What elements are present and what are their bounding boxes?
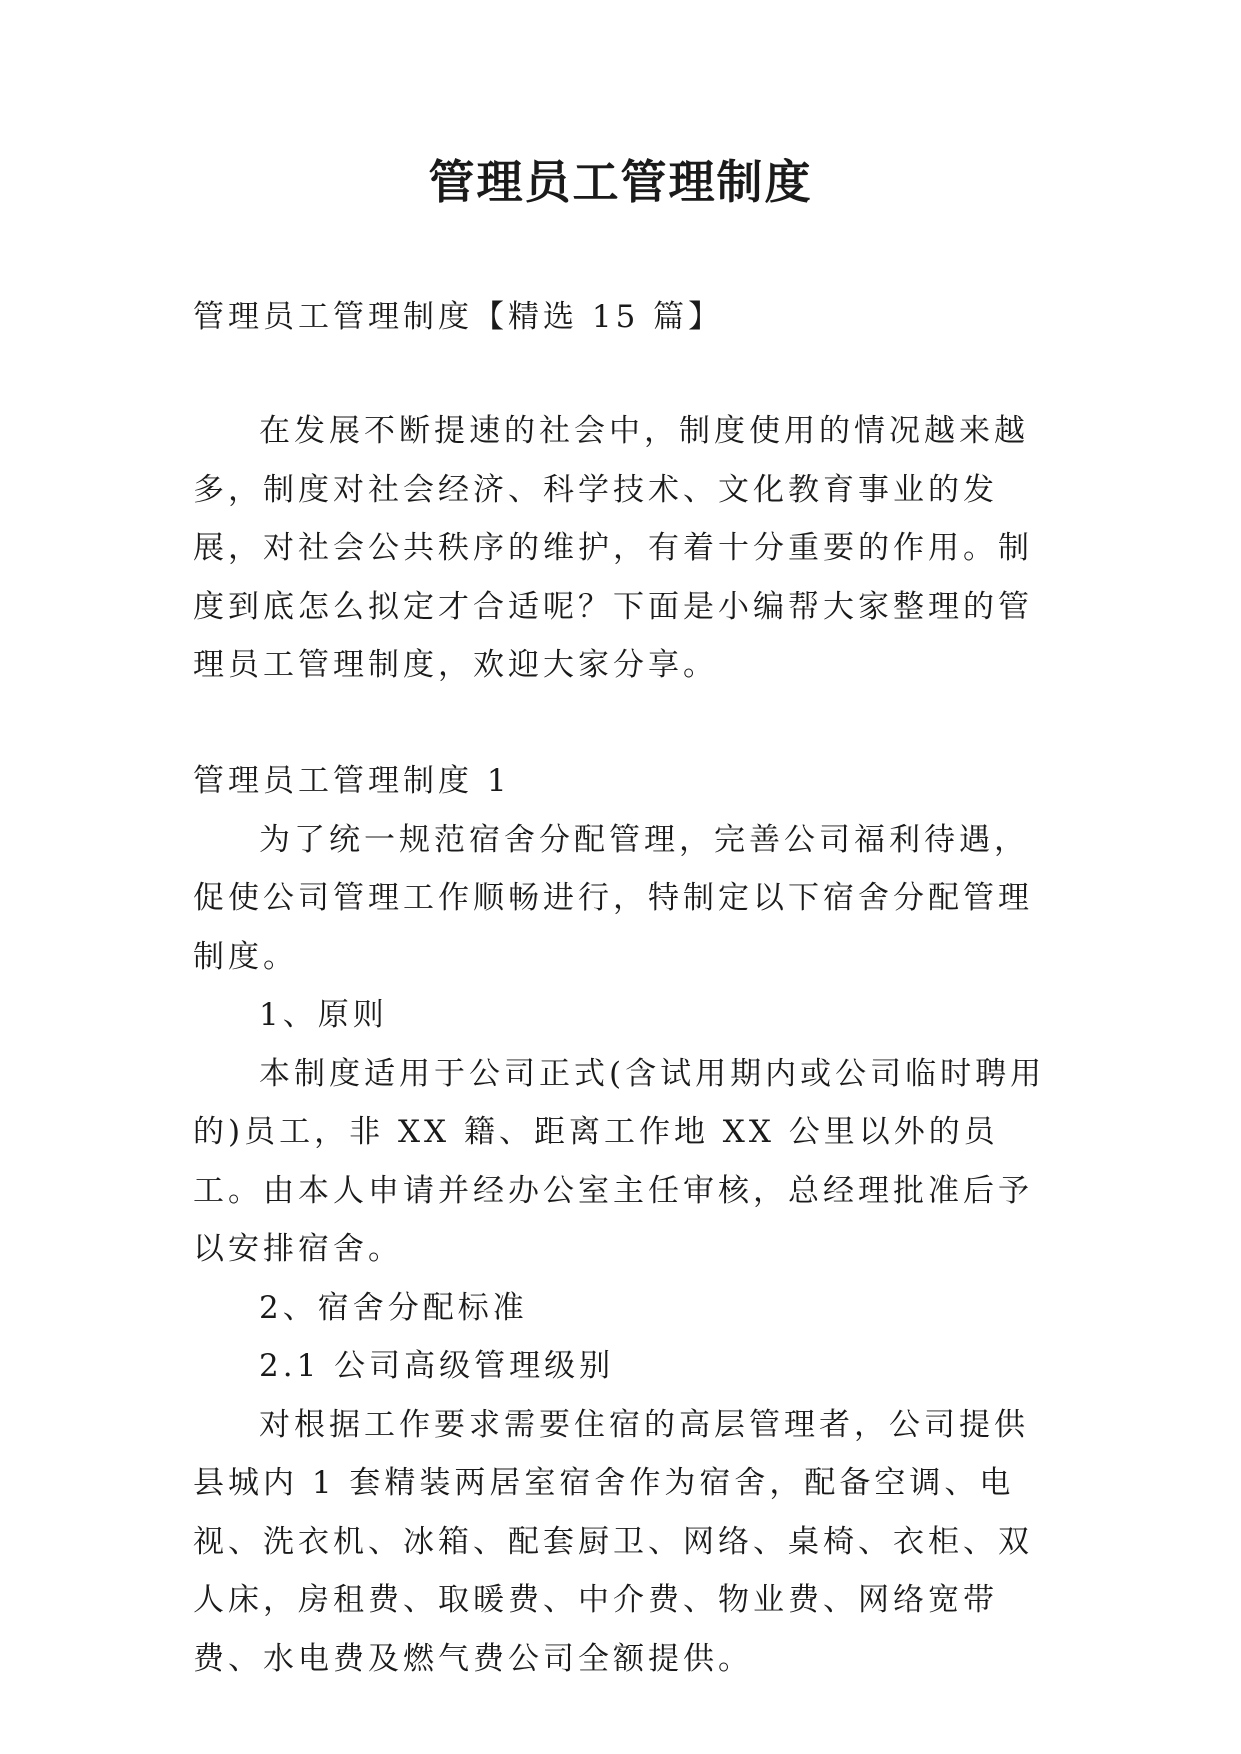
section-1-heading: 管理员工管理制度 1	[193, 763, 511, 799]
item-2-1-text: 对根据工作要求需要住宿的高层管理者，公司提供县城内 1 套精装两居室宿舍作为宿舍，配备空调、电视、洗衣机、冰箱、配套厨卫、网络、桌椅、衣柜、双人床，房租费、取暖费、中介费、物业费、网络宽带费、水电费及燃气费公司全额提供。	[193, 1406, 1033, 1677]
section-1-purpose: 为了统一规范宿舍分配管理，完善公司福利待遇，促使公司管理工作顺畅进行，特制定以下宿舍分配管理制度。	[193, 821, 1033, 975]
item-1-text: 本制度适用于公司正式(含试用期内或公司临时聘用的)员工，非 XX 籍、距离工作地 XX 公里以外的员工。由本人申请并经办公室主任审核，总经理批准后予以安排宿舍。	[193, 1055, 1046, 1267]
item-2-1-heading: 2.1 公司高级管理级别	[259, 1348, 615, 1384]
document-subtitle: 管理员工管理制度【精选 15 篇】	[193, 299, 724, 335]
item-1-heading: 1、原则	[259, 997, 388, 1033]
item-2-heading: 2、宿舍分配标准	[259, 1289, 528, 1326]
section-1	[193, 752, 1063, 1688]
document-title: 管理员工管理制度	[428, 155, 813, 209]
intro-paragraph: 在发展不断提速的社会中，制度使用的情况越来越多，制度对社会经济、科学技术、文化教育事业的发展，对社会公共秩序的维护，有着十分重要的作用。制度到底怎么拟定才合适呢？下面是小编帮大家整理的管理员工管理制度，欢迎大家分享。	[193, 413, 1033, 683]
